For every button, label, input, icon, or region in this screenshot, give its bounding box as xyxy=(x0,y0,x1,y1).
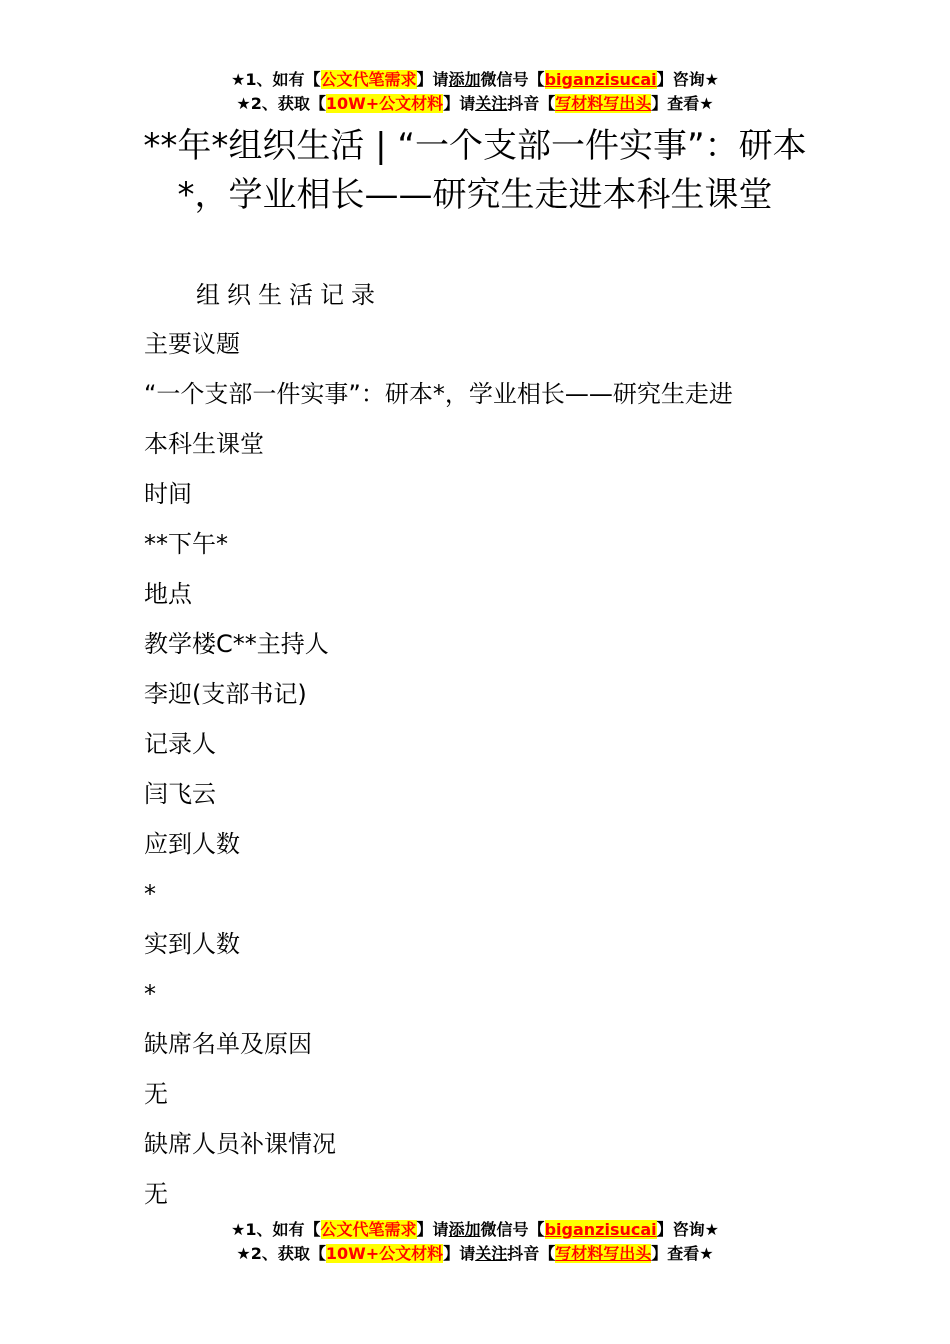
promo-line-1 xyxy=(0,1218,950,1242)
promo-highlight: 公文代笔需求 xyxy=(320,1220,417,1239)
field-value-topic: “一个支部一件实事”：研本*，学业相长——研究生走进 xyxy=(144,380,733,408)
promo-text: 】咨询★ xyxy=(656,1220,719,1239)
section-heading: 组织生活记录 xyxy=(196,281,382,309)
field-value-host: 李迎(支部书记) xyxy=(144,680,307,708)
promo-text: ★1、如有【 xyxy=(231,1220,321,1239)
field-value-topic-cont: 本科生课堂 xyxy=(144,430,264,458)
record-body xyxy=(144,319,814,1219)
field-label-recorder: 记录人 xyxy=(144,730,216,758)
promo-text: ★1、如有【 xyxy=(231,70,321,89)
promo-underline: 添加 xyxy=(448,70,481,89)
promo-text: 】请 xyxy=(416,70,449,89)
field-label-actual: 实到人数 xyxy=(144,930,240,958)
douyin-id: 写材料写出头 xyxy=(555,1244,652,1263)
promo-underline: 关注 xyxy=(475,1244,508,1263)
field-label-time: 时间 xyxy=(144,480,192,508)
promo-text: 】请 xyxy=(443,1244,476,1263)
promo-text: 抖音【 xyxy=(507,1244,556,1263)
field-value-location: 教学楼C**主持人 xyxy=(144,630,329,658)
wechat-id: biganzisucai xyxy=(544,1220,657,1239)
promo-line-2 xyxy=(0,1242,950,1266)
field-value-recorder: 闫飞云 xyxy=(144,780,216,808)
promo-highlight: 公文代笔需求 xyxy=(320,70,417,89)
field-label-location: 地点 xyxy=(144,580,192,608)
field-value-time: **下午* xyxy=(144,530,228,558)
promo-line-2 xyxy=(0,92,950,116)
douyin-id: 写材料写出头 xyxy=(555,94,652,113)
field-value-absent: 无 xyxy=(144,1080,168,1108)
field-value-makeup: 无 xyxy=(144,1180,168,1208)
field-label-topic: 主要议题 xyxy=(144,330,240,358)
wechat-id: biganzisucai xyxy=(544,70,657,89)
promo-text: ★2、获取【 xyxy=(236,1244,326,1263)
field-value-expected: * xyxy=(144,880,156,908)
promo-highlight: 10W+公文材料 xyxy=(325,94,444,113)
field-label-expected: 应到人数 xyxy=(144,830,240,858)
field-label-makeup: 缺席人员补课情况 xyxy=(144,1130,336,1158)
promo-banner-bottom xyxy=(0,1218,950,1266)
promo-text: 】查看★ xyxy=(651,1244,714,1263)
promo-text: ★2、获取【 xyxy=(236,94,326,113)
promo-text: 】查看★ xyxy=(651,94,714,113)
promo-text: 抖音【 xyxy=(507,94,556,113)
promo-highlight: 10W+公文材料 xyxy=(325,1244,444,1263)
promo-text: 】请 xyxy=(416,1220,449,1239)
promo-text: 微信号【 xyxy=(480,70,545,89)
promo-text: 微信号【 xyxy=(480,1220,545,1239)
promo-text: 】咨询★ xyxy=(656,70,719,89)
promo-underline: 添加 xyxy=(448,1220,481,1239)
promo-line-1 xyxy=(0,68,950,92)
promo-text: 】请 xyxy=(443,94,476,113)
promo-underline: 关注 xyxy=(475,94,508,113)
field-value-actual: * xyxy=(144,980,156,1008)
promo-banner-top xyxy=(0,68,950,116)
document-title: **年*组织生活 | “一个支部一件实事”：研本*，学业相长——研究生走进本科生课堂 xyxy=(143,126,807,215)
field-label-absent: 缺席名单及原因 xyxy=(144,1030,312,1058)
